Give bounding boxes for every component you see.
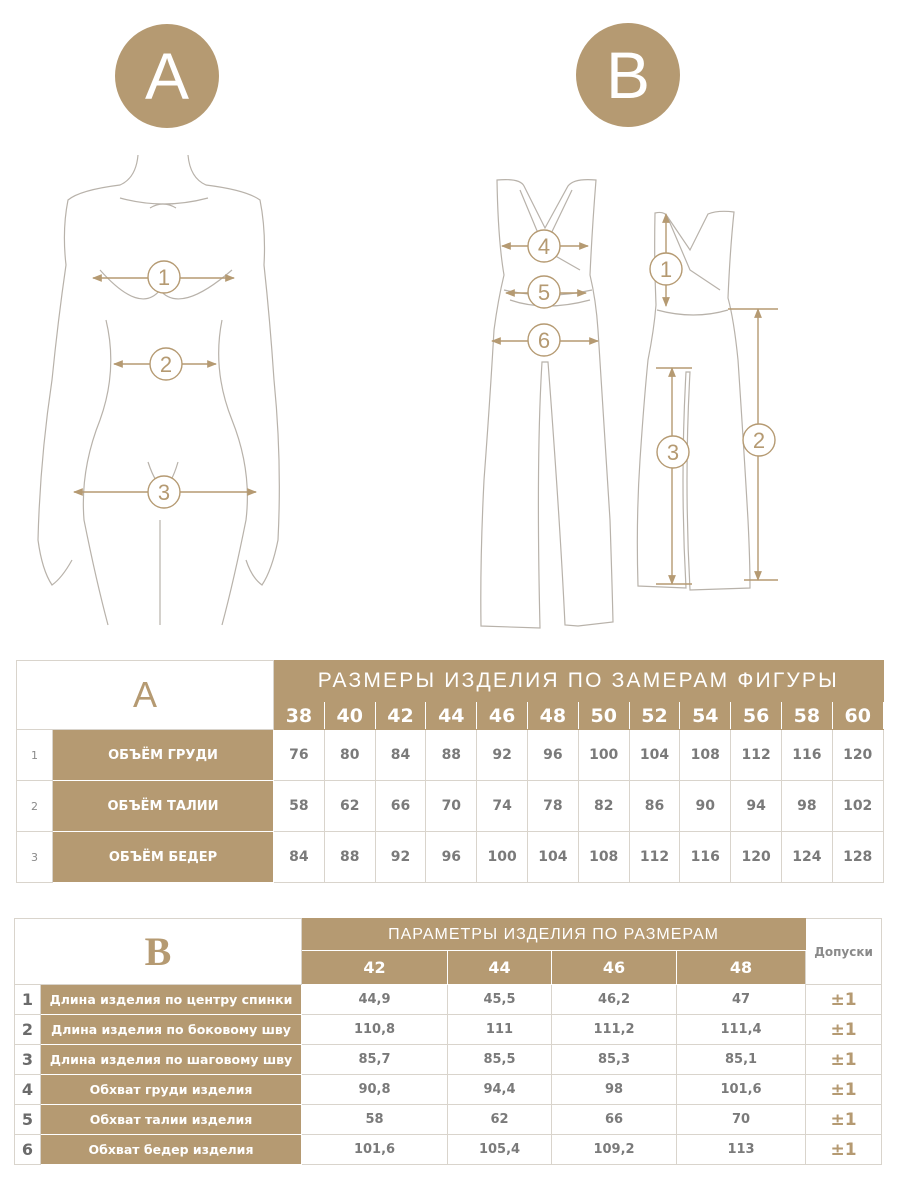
table-cell: 102 bbox=[832, 781, 883, 832]
table-cell: 104 bbox=[528, 832, 579, 883]
size-header: 48 bbox=[528, 702, 579, 730]
table-cell: 109,2 bbox=[552, 1135, 677, 1165]
marker-1-back: 1 bbox=[659, 257, 673, 282]
size-header: 50 bbox=[578, 702, 629, 730]
row-number: 2 bbox=[15, 1015, 41, 1045]
table-row bbox=[17, 730, 884, 781]
table-cell: 90,8 bbox=[302, 1075, 448, 1105]
row-number: 1 bbox=[17, 730, 53, 781]
table-cell: 120 bbox=[832, 730, 883, 781]
marker-2-a: 2 bbox=[159, 352, 173, 377]
size-header: 52 bbox=[629, 702, 680, 730]
table-cell: 111,2 bbox=[552, 1015, 677, 1045]
tolerance-cell: ±1 bbox=[806, 1015, 882, 1045]
table-cell: 111,4 bbox=[677, 1015, 806, 1045]
table-cell: 100 bbox=[578, 730, 629, 781]
size-header: 38 bbox=[274, 702, 325, 730]
table-cell: 70 bbox=[677, 1105, 806, 1135]
marker-1-a: 1 bbox=[157, 265, 171, 290]
table-cell: 108 bbox=[680, 730, 731, 781]
size-chart-b bbox=[14, 918, 882, 1165]
row-label: Длина изделия по шаговому шву bbox=[41, 1045, 302, 1075]
table-cell: 84 bbox=[375, 730, 426, 781]
table-cell: 116 bbox=[680, 832, 731, 883]
marker-6-b: 6 bbox=[537, 328, 551, 353]
table-cell: 96 bbox=[426, 832, 477, 883]
size-header: 60 bbox=[832, 702, 883, 730]
size-header: 56 bbox=[731, 702, 782, 730]
row-number: 5 bbox=[15, 1105, 41, 1135]
table-cell: 78 bbox=[528, 781, 579, 832]
table-cell: 85,1 bbox=[677, 1045, 806, 1075]
table-cell: 62 bbox=[324, 781, 375, 832]
table-cell: 98 bbox=[552, 1075, 677, 1105]
table-cell: 113 bbox=[677, 1135, 806, 1165]
size-header: 48 bbox=[677, 951, 806, 985]
tolerance-cell: ±1 bbox=[806, 1045, 882, 1075]
size-header: 42 bbox=[375, 702, 426, 730]
table-cell: 92 bbox=[375, 832, 426, 883]
table-cell: 98 bbox=[781, 781, 832, 832]
table-cell: 92 bbox=[477, 730, 528, 781]
table-cell: 128 bbox=[832, 832, 883, 883]
marker-4-b: 4 bbox=[537, 234, 551, 259]
table-cell: 44,9 bbox=[302, 985, 448, 1015]
row-label: ОБЪЁМ ГРУДИ bbox=[53, 730, 274, 781]
table-cell: 62 bbox=[448, 1105, 552, 1135]
table-cell: 88 bbox=[324, 832, 375, 883]
table-a-title: РАЗМЕРЫ ИЗДЕЛИЯ ПО ЗАМЕРАМ ФИГУРЫ bbox=[274, 661, 884, 702]
table-row bbox=[17, 781, 884, 832]
tolerance-header: Допуски bbox=[806, 919, 882, 985]
table-row bbox=[15, 1045, 882, 1075]
table-cell: 45,5 bbox=[448, 985, 552, 1015]
badge-b: B bbox=[576, 23, 680, 127]
table-cell: 120 bbox=[731, 832, 782, 883]
table-cell: 112 bbox=[629, 832, 680, 883]
row-number: 4 bbox=[15, 1075, 41, 1105]
table-row bbox=[15, 1075, 882, 1105]
table-cell: 94 bbox=[731, 781, 782, 832]
row-number: 6 bbox=[15, 1135, 41, 1165]
tolerance-cell: ±1 bbox=[806, 1135, 882, 1165]
tolerance-cell: ±1 bbox=[806, 1075, 882, 1105]
size-header: 44 bbox=[426, 702, 477, 730]
row-label: ОБЪЁМ ТАЛИИ bbox=[53, 781, 274, 832]
table-cell: 76 bbox=[274, 730, 325, 781]
table-b-title: ПАРАМЕТРЫ ИЗДЕЛИЯ ПО РАЗМЕРАМ bbox=[302, 919, 806, 951]
size-header: 44 bbox=[448, 951, 552, 985]
table-cell: 85,5 bbox=[448, 1045, 552, 1075]
tolerance-cell: ±1 bbox=[806, 1105, 882, 1135]
marker-2-back: 2 bbox=[752, 428, 766, 453]
table-row bbox=[15, 1135, 882, 1165]
table-cell: 101,6 bbox=[302, 1135, 448, 1165]
table-cell: 66 bbox=[552, 1105, 677, 1135]
table-row bbox=[17, 832, 884, 883]
table-row bbox=[15, 1105, 882, 1135]
table-cell: 66 bbox=[375, 781, 426, 832]
table-cell: 58 bbox=[302, 1105, 448, 1135]
table-cell: 124 bbox=[781, 832, 832, 883]
row-number: 3 bbox=[15, 1045, 41, 1075]
table-cell: 86 bbox=[629, 781, 680, 832]
table-cell: 85,7 bbox=[302, 1045, 448, 1075]
table-cell: 116 bbox=[781, 730, 832, 781]
table-cell: 46,2 bbox=[552, 985, 677, 1015]
tolerance-cell: ±1 bbox=[806, 985, 882, 1015]
table-cell: 47 bbox=[677, 985, 806, 1015]
table-cell: 104 bbox=[629, 730, 680, 781]
size-header: 46 bbox=[552, 951, 677, 985]
row-number: 3 bbox=[17, 832, 53, 883]
badge-a: A bbox=[115, 24, 219, 128]
table-cell: 112 bbox=[731, 730, 782, 781]
size-header: 42 bbox=[302, 951, 448, 985]
table-cell: 88 bbox=[426, 730, 477, 781]
table-a-letter: A bbox=[17, 661, 274, 730]
table-cell: 96 bbox=[528, 730, 579, 781]
table-cell: 108 bbox=[578, 832, 629, 883]
table-cell: 80 bbox=[324, 730, 375, 781]
row-label: Обхват талии изделия bbox=[41, 1105, 302, 1135]
table-cell: 58 bbox=[274, 781, 325, 832]
table-cell: 105,4 bbox=[448, 1135, 552, 1165]
table-cell: 74 bbox=[477, 781, 528, 832]
row-label: Обхват бедер изделия bbox=[41, 1135, 302, 1165]
size-header: 46 bbox=[477, 702, 528, 730]
row-label: Длина изделия по боковому шву bbox=[41, 1015, 302, 1045]
size-header: 40 bbox=[324, 702, 375, 730]
size-header: 58 bbox=[781, 702, 832, 730]
table-cell: 70 bbox=[426, 781, 477, 832]
row-number: 1 bbox=[15, 985, 41, 1015]
row-label: ОБЪЁМ БЕДЕР bbox=[53, 832, 274, 883]
size-chart-a bbox=[16, 660, 884, 883]
table-cell: 101,6 bbox=[677, 1075, 806, 1105]
table-cell: 84 bbox=[274, 832, 325, 883]
size-header: 54 bbox=[680, 702, 731, 730]
table-cell: 100 bbox=[477, 832, 528, 883]
table-cell: 110,8 bbox=[302, 1015, 448, 1045]
table-cell: 85,3 bbox=[552, 1045, 677, 1075]
table-row bbox=[15, 985, 882, 1015]
table-cell: 82 bbox=[578, 781, 629, 832]
row-number: 2 bbox=[17, 781, 53, 832]
body-figure bbox=[38, 155, 279, 625]
marker-3-a: 3 bbox=[157, 480, 171, 505]
body-measure-lines bbox=[74, 278, 256, 492]
marker-5-b: 5 bbox=[537, 280, 551, 305]
table-row bbox=[15, 1015, 882, 1045]
table-b-letter: B bbox=[15, 919, 302, 985]
marker-3-back: 3 bbox=[666, 440, 680, 465]
row-label: Обхват груди изделия bbox=[41, 1075, 302, 1105]
table-cell: 90 bbox=[680, 781, 731, 832]
table-cell: 111 bbox=[448, 1015, 552, 1045]
row-label: Длина изделия по центру спинки bbox=[41, 985, 302, 1015]
body-markers bbox=[148, 261, 182, 508]
table-cell: 94,4 bbox=[448, 1075, 552, 1105]
